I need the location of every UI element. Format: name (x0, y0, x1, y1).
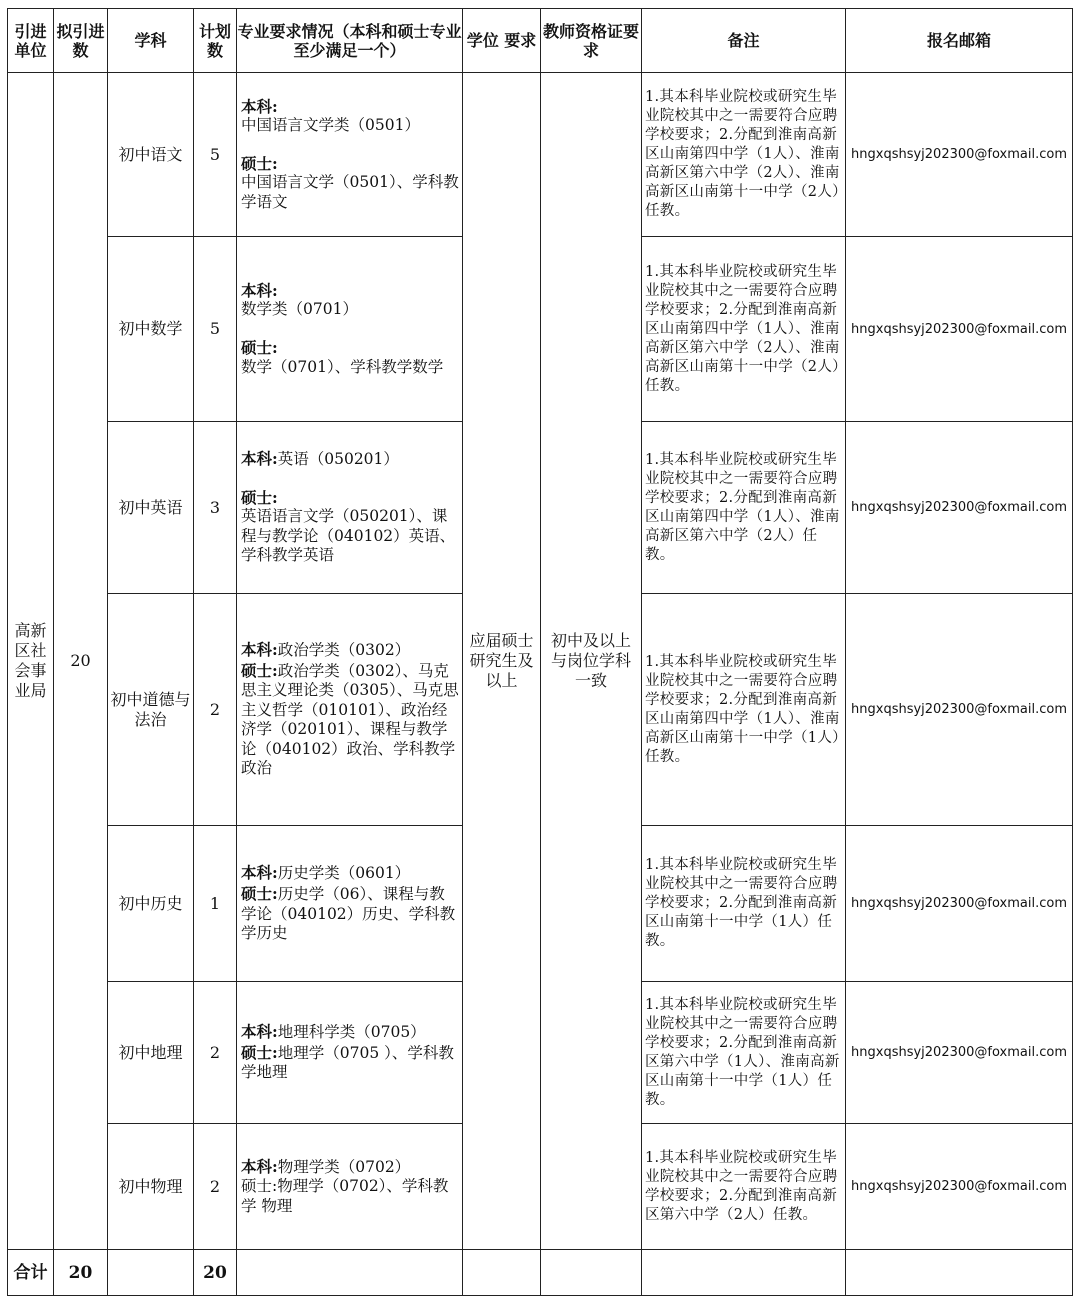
count-cell: 2 (194, 982, 237, 1124)
note-cell: 1.其本科毕业院校或研究生毕业院校其中之一需要符合应聘 学校要求；2.分配到淮南高新区山南第四中学（1人）、淮南高新区第六中学（2人）、淮南高新区山南第十一中学（2人）任教。 (642, 237, 846, 422)
header-email: 报名邮箱 (846, 9, 1073, 73)
master-value: 历史学（06）、课程与教学论（040102）历史、学科教学历史 (241, 884, 456, 943)
header-note: 备注 (642, 9, 846, 73)
subject-cell: 初中英语 (108, 422, 194, 594)
major-cell (237, 594, 463, 826)
subject-cell: 初中地理 (108, 982, 194, 1124)
subject-cell: 初中历史 (108, 826, 194, 982)
unit-cell: 高新区社会事业局 (8, 73, 54, 1250)
bachelor-label: 本科: (241, 639, 278, 659)
major-cell (237, 237, 463, 422)
header-unit: 引进单位 (8, 9, 54, 73)
header-subject: 学科 (108, 9, 194, 73)
note-cell: 1.其本科毕业院校或研究生毕业院校其中之一需要符合应聘 学校要求；2.分配到淮南高新区山南第四中学（1人）、淮南高新区山南第十一中学（1人）任教。 (642, 594, 846, 826)
degree-cell: 应届硕士研究生及以上 (463, 73, 541, 1250)
master-value: 英语语言文学（050201）、课程与教学论（040102）英语、学科教学英语 (241, 507, 456, 565)
header-planned: 拟引进数 (54, 9, 108, 73)
master-label: 硕士: (241, 338, 278, 357)
total-empty-subject (108, 1250, 194, 1296)
major-cell (237, 826, 463, 982)
master-value: 中国语言文学（0501）、学科教学语文 (241, 173, 459, 211)
total-planned: 20 (54, 1250, 108, 1296)
subject-cell: 初中道德与法治 (108, 594, 194, 826)
bachelor-value: 中国语言文学类（0501） (241, 116, 420, 135)
total-empty-note (642, 1250, 846, 1296)
master-label: 硕士: (241, 153, 278, 173)
subject-cell: 初中物理 (108, 1124, 194, 1250)
email-cell[interactable]: hngxqshsyj202300@foxmail.com (846, 73, 1073, 237)
note-cell: 1.其本科毕业院校或研究生毕业院校其中之一需要符合应聘 学校要求；2.分配到淮南高新区山南第十一中学（1人）任教。 (642, 826, 846, 982)
bachelor-label: 本科: (241, 863, 278, 883)
note-cell: 1.其本科毕业院校或研究生毕业院校其中之一需要符合应聘 学校要求；2.分配到淮南高新区第六中学（2人）任教。 (642, 1124, 846, 1250)
count-cell: 1 (194, 826, 237, 982)
header-row (8, 9, 1073, 73)
master-label: 硕士: (241, 1042, 278, 1062)
bachelor-label: 本科: (241, 280, 278, 300)
master-value: 地理学（0705 ）、学科教学地理 (241, 1043, 454, 1082)
cert-cell: 初中及以上与岗位学科一致 (541, 73, 642, 1250)
master-label: 硕士: (241, 660, 278, 680)
email-cell[interactable]: hngxqshsyj202300@foxmail.com (846, 594, 1073, 826)
bachelor-label: 本科: (241, 96, 278, 116)
bachelor-value: 英语（050201） (277, 450, 399, 469)
bachelor-value: 数学类（0701） (241, 300, 358, 319)
master-label: 硕士: (241, 883, 278, 903)
total-empty-major (237, 1250, 463, 1296)
master-value: 数学（0701）、学科教学数学 (241, 357, 444, 376)
header-degree: 学位 要求 (463, 9, 541, 73)
major-cell (237, 422, 463, 594)
major-cell (237, 73, 463, 237)
planned-cell: 20 (54, 73, 108, 1250)
master-label: 硕士: (241, 1177, 278, 1196)
count-cell: 2 (194, 594, 237, 826)
major-cell (237, 1124, 463, 1250)
master-value: 政治学类（0302）、马克思主义理论类（0305）、马克思主义哲学（010101）、政治经济学（020101）、课程与教学论（040102）政治、学科教学政治 (241, 661, 459, 778)
bachelor-value: 地理科学类（0705） (277, 1023, 426, 1042)
header-cert: 教师资格证要求 (541, 9, 642, 73)
bachelor-value: 物理学类（0702） (277, 1157, 411, 1176)
bachelor-label: 本科: (241, 449, 278, 469)
bachelor-value: 历史学类（0601） (277, 864, 411, 883)
note-cell: 1.其本科毕业院校或研究生毕业院校其中之一需要符合应聘学校要求；2.分配到淮南高新区山南第四中学（1人）、淮南高新区第六中学（2人）、淮南高新区山南第十一中学（2人）任教。 (642, 73, 846, 237)
bachelor-label: 本科: (241, 1156, 278, 1176)
email-cell[interactable]: hngxqshsyj202300@foxmail.com (846, 1124, 1073, 1250)
major-cell (237, 982, 463, 1124)
total-row (8, 1250, 1073, 1296)
bachelor-label: 本科: (241, 1022, 278, 1042)
count-cell: 3 (194, 422, 237, 594)
total-count: 20 (194, 1250, 237, 1296)
subject-cell: 初中语文 (108, 73, 194, 237)
total-empty-email (846, 1250, 1073, 1296)
email-cell[interactable]: hngxqshsyj202300@foxmail.com (846, 826, 1073, 982)
count-cell: 2 (194, 1124, 237, 1250)
email-cell[interactable]: hngxqshsyj202300@foxmail.com (846, 982, 1073, 1124)
total-label: 合计 (8, 1250, 54, 1296)
count-cell: 5 (194, 237, 237, 422)
table-row (8, 73, 1073, 237)
header-plan-count: 计划数 (194, 9, 237, 73)
note-cell: 1.其本科毕业院校或研究生毕业院校其中之一需要符合应聘学校要求；2.分配到淮南高新区山南第四中学（1人）、淮南高新区第六中学（2人）任教。 (642, 422, 846, 594)
subject-cell: 初中数学 (108, 237, 194, 422)
total-empty-degree (463, 1250, 541, 1296)
note-cell: 1.其本科毕业院校或研究生毕业院校其中之一需要符合应聘 学校要求；2.分配到淮南高新区第六中学（1人）、淮南高新区山南第十一中学（1人）任教。 (642, 982, 846, 1124)
bachelor-value: 政治学类（0302） (277, 640, 411, 659)
master-value: 物理学（0702）、学科教学 物理 (241, 1177, 449, 1215)
email-cell[interactable]: hngxqshsyj202300@foxmail.com (846, 237, 1073, 422)
header-major: 专业要求情况（本科和硕士专业至少满足一个） (237, 9, 463, 73)
email-cell[interactable]: hngxqshsyj202300@foxmail.com (846, 422, 1073, 594)
master-label: 硕士: (241, 487, 278, 507)
count-cell: 5 (194, 73, 237, 237)
recruitment-table (7, 8, 1073, 1296)
total-empty-cert (541, 1250, 642, 1296)
